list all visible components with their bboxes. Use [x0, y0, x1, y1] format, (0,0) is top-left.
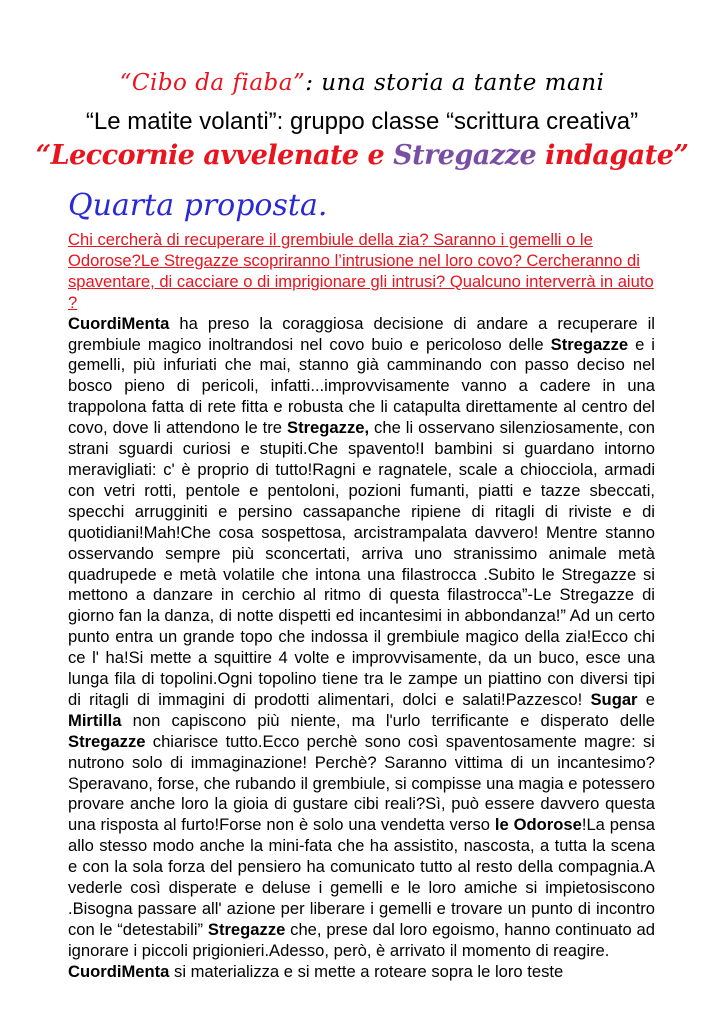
chapter-title	[0, 140, 724, 171]
name-odorose: le Odorose	[494, 815, 582, 835]
chapter-quote-close: ”	[673, 140, 689, 171]
story-paragraph-2	[68, 962, 655, 983]
section-heading: Quarta proposta.	[68, 188, 328, 223]
name-stregazze: Stregazze	[550, 334, 629, 354]
title-rest: : una storia a tante mani	[305, 70, 605, 96]
group-title: “Le matite volanti”: gruppo classe “scrittura creativa”	[85, 108, 639, 135]
story-text: !La pensa allo stesso modo anche la mini-fata che ha assistito, nascosta, a tutta la scena e con la sola forza del pensiero ha comunicato tutto al resto della compagnia.A vederle così disperate e deluse i gemelli e le loro amiche si impietosiscono .Bisogna passare all' azione per liberare i gemelli e trovare un punto di incontro con le “detestabili”	[68, 815, 655, 939]
name-stregazze: Stregazze	[207, 919, 286, 939]
name-stregazze: Stregazze,	[287, 418, 370, 438]
story-text: chiarisce tutto.Ecco perchè sono così spaventosamente magre: si nutrono solo di immaginazione! Perchè? Saranno vittima di un incantesimo?Speravano, forse, che rubando il grembiule, si compisse una magia e potessero provare anche loro la gioia di gustare cibi reali?Sì, può essere davvero questa una risposta al furto!Forse non è solo una vendetta verso	[68, 731, 655, 835]
story-text: e	[637, 689, 655, 709]
chapter-word3: indagate	[536, 140, 674, 171]
story-text: ha preso la coraggiosa decisione di andare a recuperare il grembiule magico inoltrandosi nel covo buio e pericoloso delle	[68, 313, 655, 354]
chapter-e: e	[358, 140, 394, 171]
name-cuordimenta: CuordiMenta	[68, 961, 170, 981]
chapter-word2: Stregazze	[393, 140, 537, 171]
story-text: si materializza e si mette a roteare sopra le loro teste	[169, 961, 564, 981]
intro-questions: Chi cercherà di recuperare il grembiule della zia? Saranno i gemelli o le Odorose?Le Stregazze scopriranno l’intrusione nel loro covo? Cercheranno di spaventare, di cacciare o di imprigionare gli intrusi? Qualcuno interverrà in aiuto ?	[68, 230, 654, 312]
name-cuordimenta: CuordiMenta	[68, 313, 170, 333]
story-body	[68, 230, 655, 983]
story-text: che, prese dal loro egoismo, hanno continuato ad ignorare i piccoli prigionieri.Adesso, però, è arrivato il momento di reagire.	[68, 919, 655, 960]
name-stregazze: Stregazze	[68, 731, 146, 751]
story-text: non capiscono più niente, ma l'urlo terrificante e disperato delle	[121, 710, 655, 730]
name-sugar: Sugar	[590, 689, 638, 709]
story-text: e i gemelli, più infuriati che mai, stanno già camminando con passo deciso nel bosco pieno di pericoli, infatti...improvvisamente vanno a cadere in una trappolona fatta di rete fitta e robusta che li catapulta direttamente al centro del covo, dove li attendono le tre	[68, 334, 655, 438]
title-story-name: Cibo da fiaba	[131, 70, 293, 96]
chapter-word1: Leccornie avvelenate	[50, 140, 359, 171]
chapter-quote-open: “	[35, 140, 51, 171]
title-quote-close: ”	[292, 70, 306, 96]
story-text: che li osservano silenziosamente, con strani sguardi curiosi e stupiti.Che spavento!I bambini si guardano intorno meravigliati: c' è proprio di tutto!Ragni e ragnatele, scale a chiocciola, armadi con vetri rotti, pentole e pentoloni, pozioni fumanti, piatti e tazze sbeccati, specchi arrugginiti e persino cassapanche ripiene di ritagli di riviste e di quotidiani!Mah!Che cosa sospettosa, arcistrampalata davvero! Mentre stanno osservando sempre più sconcertati, arriva uno stranissimo animale metà quadrupede e metà volatile che intona una filastrocca .Subito le Stregazze si mettono a danzare in cerchio al ritmo di questa filastrocca”-Le Stregazze di giorno fan la danza, di notte dispetti ed incantesimi in abbondanza!” Ad un certo punto entra un grande topo che indossa il grembiule magico della zia!Ecco chi ce l' ha!Si mette a squittire 4 volte e improvvisamente, da un buco, esce una lunga fila di topolini.Ogni topolino tiene tra le zampe un piattino con diversi tipi di ritagli di immagini di prodotti alimentari, dolci e salati!Pazzesco!	[68, 418, 656, 709]
title-quote-open: “	[119, 70, 132, 96]
story-title	[0, 70, 724, 96]
story-paragraph-1	[68, 314, 655, 962]
name-mirtilla: Mirtilla	[68, 710, 122, 730]
